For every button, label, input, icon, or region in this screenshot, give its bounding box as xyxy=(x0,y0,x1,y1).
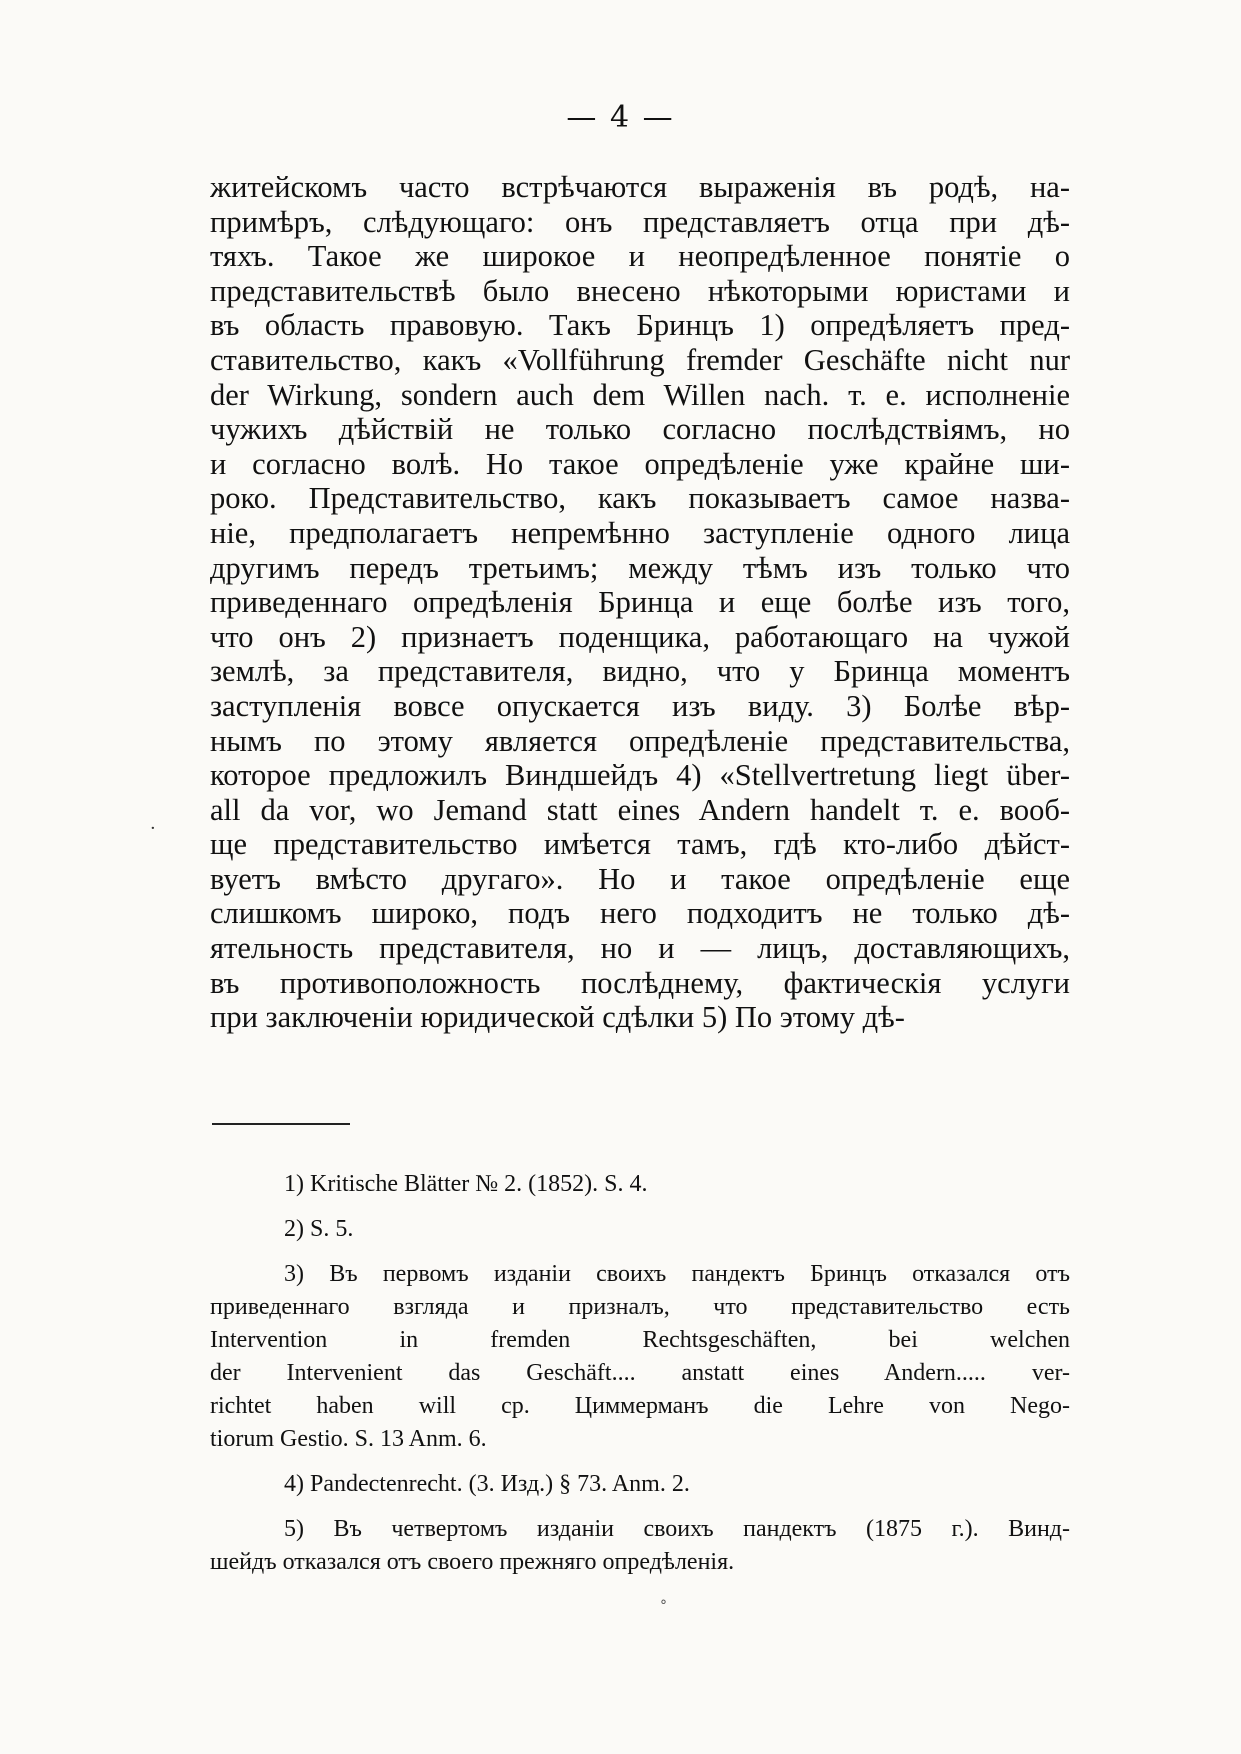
text-line: ще представительство имѣется тамъ, гдѣ кто-либо дѣйст- xyxy=(210,827,1070,862)
text-line: тяхъ. Такое же широкое и неопредѣленное понятіе о xyxy=(210,239,1070,274)
text-line: что онъ 2) признаетъ поденщика, работающаго на чужой xyxy=(210,619,1070,654)
main-text xyxy=(210,170,1070,1035)
footnote-separator xyxy=(212,1123,350,1125)
footnote xyxy=(210,1168,1070,1201)
text-line: all da vor, wo Jemand statt eines Andern handelt т. е. вооб- xyxy=(210,792,1070,827)
footnote-line: 2) S. 5. xyxy=(284,1216,354,1242)
footnote-line: 4) Pandectenrecht. (3. Изд.) § 73. Anm. 2. xyxy=(284,1471,690,1497)
text-line: роко. Представительство, какъ показываетъ самое назва- xyxy=(210,481,1070,516)
text-line: чужихъ дѣйствій не только согласно послѣдствіямъ, но xyxy=(210,412,1070,447)
page-number: — 4 — xyxy=(566,100,675,135)
text-line: въ противоположность послѣднему, фактическія услуги xyxy=(210,965,1070,1000)
text-line: житейскомъ часто встрѣчаются выраженія въ родѣ, на- xyxy=(210,170,1070,204)
text-line: другимъ передъ третьимъ; между тѣмъ изъ только что xyxy=(210,550,1070,585)
footnote-line: шейдъ отказался отъ своего прежняго опредѣленія. xyxy=(210,1549,735,1575)
footnote-line: 5) Въ четвертомъ изданіи своихъ пандектъ (1875 г.). Винд- xyxy=(284,1516,1070,1542)
footnote-line: 3) Въ первомъ изданіи своихъ пандектъ Бринцъ отказался отъ xyxy=(284,1261,1070,1287)
text-line: и согласно волѣ. Но такое опредѣленіе уже крайне ши- xyxy=(210,446,1070,481)
text-line: нымъ по этому является опредѣленіе представительства, xyxy=(210,723,1070,758)
footnote xyxy=(210,1468,1070,1501)
text-line: заступленія вовсе опускается изъ виду. 3) Болѣе вѣр- xyxy=(210,688,1070,723)
footnote-line: 1) Kritische Blätter № 2. (1852). S. 4. xyxy=(284,1171,648,1197)
text-line: приведеннаго опредѣленія Бринца и еще болѣе изъ того, xyxy=(210,585,1070,620)
text-line: ятельность представителя, но и — лицъ, доставляющихъ, xyxy=(210,931,1070,966)
footnote-line: tiorum Gestio. S. 13 Anm. 6. xyxy=(210,1426,487,1452)
footnote-line: Intervention in fremden Rechtsgeschäften, bei welchen xyxy=(210,1327,1070,1353)
text-line: вуетъ вмѣсто другаго». Но и такое опредѣленіе еще xyxy=(210,861,1070,896)
text-line: слишкомъ широко, подъ него подходитъ не только дѣ- xyxy=(210,896,1070,931)
bottom-mark: ° xyxy=(660,1598,667,1614)
text-line: ніе, предполагаетъ непремѣнно заступленіе одного лица xyxy=(210,515,1070,550)
text-line: представительствѣ было внесено нѣкоторыми юристами и xyxy=(210,273,1070,308)
text-line: ставительство, какъ «Vollführung fremder Geschäfte nicht nur xyxy=(210,342,1070,377)
footnotes xyxy=(210,1168,1070,1591)
text-line: при заключеніи юридической сдѣлки 5) По этому дѣ- xyxy=(210,1000,905,1035)
footnote xyxy=(210,1213,1070,1246)
text-line: которое предложилъ Виндшейдъ 4) «Stellvertretung liegt über- xyxy=(210,758,1070,793)
footnote xyxy=(210,1513,1070,1579)
print-speck: · xyxy=(150,818,156,839)
text-line: въ область правовую. Такъ Бринцъ 1) опредѣляетъ пред- xyxy=(210,308,1070,343)
footnote-line: приведеннаго взгляда и призналъ, что представительство есть xyxy=(210,1294,1070,1320)
text-line: землѣ, за представителя, видно, что у Бринца моментъ xyxy=(210,654,1070,689)
text-line: der Wirkung, sondern auch dem Willen nach. т. е. исполненіе xyxy=(210,377,1070,412)
footnote xyxy=(210,1258,1070,1456)
footnote-line: der Intervenient das Geschäft.... anstatt eines Andern..... ver- xyxy=(210,1360,1070,1386)
footnote-line: richtet haben will ср. Циммерманъ die Lehre von Nego- xyxy=(210,1393,1070,1419)
text-line: примѣръ, слѣдующаго: онъ представляетъ отца при дѣ- xyxy=(210,204,1070,239)
